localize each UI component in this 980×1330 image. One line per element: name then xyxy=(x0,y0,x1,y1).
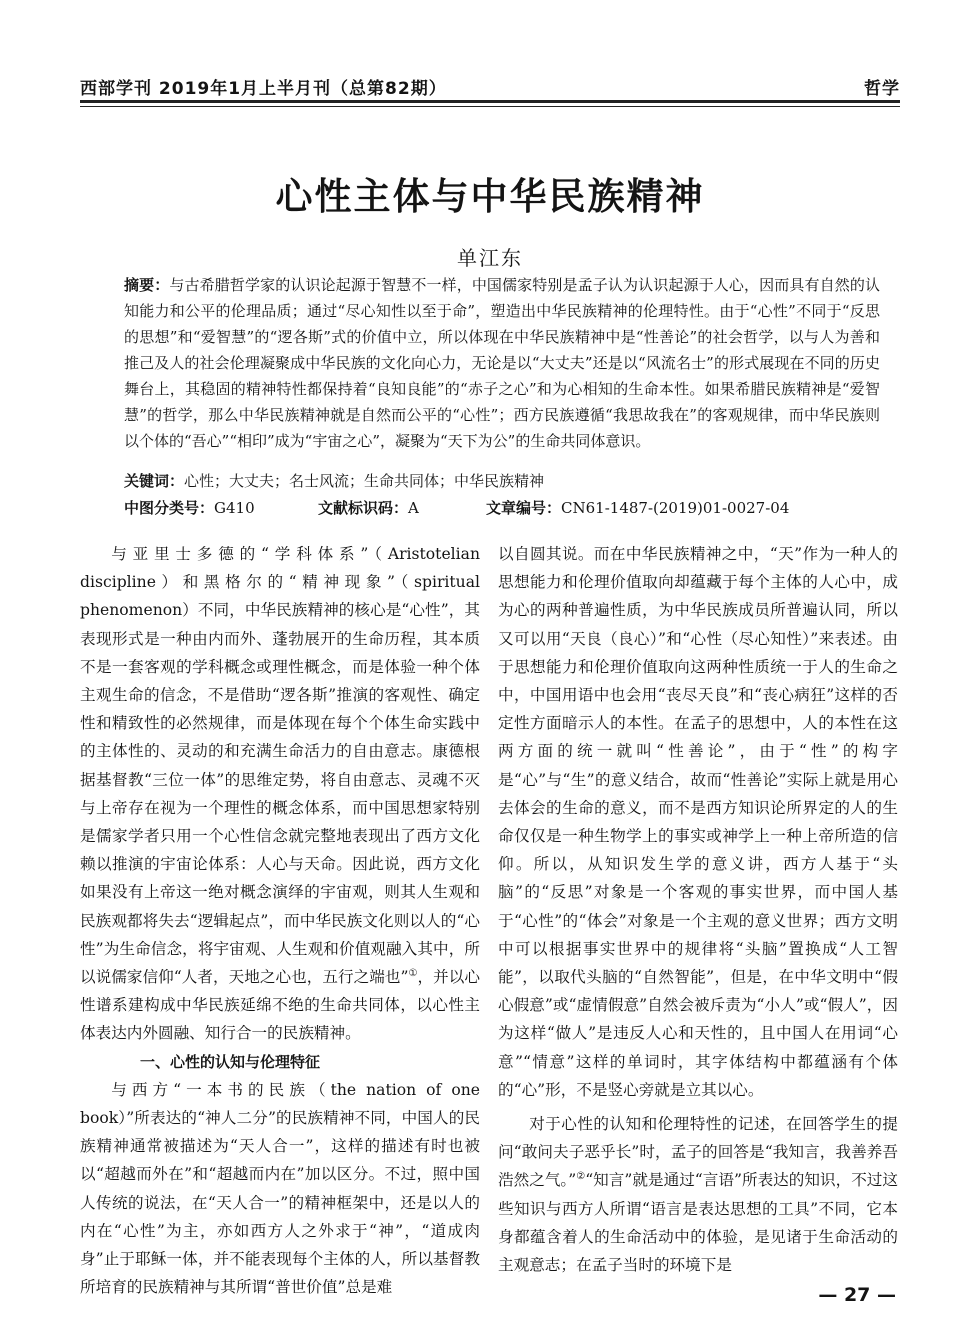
paragraph-text: 对于心性的认知和伦理特性的记述，在回答学生的提问“敢问夫子恶乎长”时，孟子的回答是“我知言，我善养吾浩然之气。” xyxy=(498,1115,898,1190)
keywords-label: 关键词： xyxy=(124,472,185,490)
paragraph-text: “知言”就是通过“言语”所表达的知识，不过这些知识与西方人所谓“语言是表达思想的工具”不同，它本身都蕴含着人的生命活动中的体验，是见诸于生命活动的主观意志；在孟子当时的环境下是 xyxy=(498,1171,899,1275)
journal-info: 西部学刊 2019年1月上半月刊（总第82期） xyxy=(80,79,447,99)
abstract-label: 摘要： xyxy=(124,276,170,294)
paragraph xyxy=(498,1110,898,1279)
doc-code-value: A xyxy=(408,499,419,517)
abstract xyxy=(124,272,880,454)
keywords-text: 心性；大丈夫；名士风流；生命共同体；中华民族精神 xyxy=(184,472,545,490)
classification-line xyxy=(124,496,880,520)
section-label: 哲学 xyxy=(864,79,900,99)
clc-label: 中图分类号： xyxy=(124,499,215,517)
right-column xyxy=(498,540,898,1279)
page-number: — 27 — xyxy=(818,1284,896,1306)
running-header xyxy=(80,74,900,99)
paragraph: 以自圆其说。而在中华民族精神之中，“天”作为一种人的思想能力和伦理价值取向却蕴藏于每个主体的人心中，成为心的两种普遍性质，为中华民族成员所普遍认同，所以又可以用“天良（良心）”和“心性（尽心知性）”来表述。由于思想能力和伦理价值取向这两种性质统一于人的生命之中，中国用语中也会用“丧尽天良”和“丧心病狂”这样的否定性方面暗示人的本性。在孟子的思想中，人的本性在这两方面的统一就叫“性善论”，由于“性”的构字是“心”与“生”的意义结合，故而“性善论”实际上就是用心去体会的生命的意义，而不是西方知识论所界定的人的生命仅仅是一种生物学上的事实或神学上一种上帝所造的信仰。所以，从知识发生学的意义讲，西方人基于“头脑”的“反思”对象是一个客观的事实世界，而中国人基于“心性”的“体会”对象是一个主观的意义世界；西方文明中可以根据事实世界中的规律将“头脑”置换成“人工智能”，以取代头脑的“自然智能”，但是，在中华文明中“假心假意”或“虚情假意”自然会被斥责为“小人”或“假人”，因为这样“做人”是违反人心和天性的，且中国人在用词“心意”“情意”这样的单词时，其字体结构中都蕴涵有个体的“心”形，不是竖心旁就是立其以心。 xyxy=(498,545,898,1099)
article-number-label: 文章编号： xyxy=(486,499,562,517)
article-title: 心性主体与中华民族精神 xyxy=(275,175,705,218)
abstract-text: 与古希腊哲学家的认识论起源于智慧不一样，中国儒家特别是孟子认为认识起源于人心，因而具有自然的认知能力和公平的伦理品质；通过“尽心知性以至于命”，塑造出中华民族精神的伦理特性。由于“心性”不同于“反思的思想”和“爱智慧”的“逻各斯”式的价值中立，所以体现在中华民族精神中是“性善论”的社会哲学，以与人为善和推己及人的社会伦理凝聚成中华民族的文化向心力，无论是以“大丈夫”还是以“风流名士”的形式展现在不同的历史舞台上，其稳固的精神特性都保持着“良知良能”的“赤子之心”和为心相知的生命本性。如果希腊民族精神是“爱智慧”的哲学，那么中华民族精神就是自然而公平的“心性”；西方民族遵循“我思故我在”的客观规律，而中华民族则以个体的“吾心”“相印”成为“宇宙之心”，凝聚为“天下为公”的生命共同体意识。 xyxy=(124,276,880,450)
doc-code-label: 文献标识码： xyxy=(318,499,409,517)
paragraph-text: 与亚里士多德的“学科体系”（Aristotelian discipline）和黑格尔的“精神现象”（spiritual phenomenon）不同，中华民族精神的核心是“心性”，其表现形式是一种由内而外、蓬勃展开的生命历程，其本质不是一套客观的学科概念或理性概念，而是体验一种个体主观生命的信念，不是借助“逻各斯”推演的客观性、确定性和精致性的必然规律，而是体现在每个个体生命实践中的主体性的、灵动的和充满生命活力的自由意志。康德根据基督教“三位一体”的思维定势，将自由意志、灵魂不灭与上帝存在视为一个理性的概念体系，而中国思想家特别是儒家学者只用一个心性信念就完整地表现出了西方文化赖以推演的宇宙论体系：人心与天命。因此说，西方文化如果没有上帝这一绝对概念演绎的宇宙观，则其人生观和民族观都将失去“逻辑起点”，而中华民族文化则以人的“心性”为生命信念，将宇宙观、人生观和价值观融入其中，所以说儒家信仰“人者，天地之心也，五行之端也” xyxy=(80,545,480,987)
left-column xyxy=(80,540,480,1301)
footnote-ref: ② xyxy=(576,1171,586,1183)
footnote-ref: ① xyxy=(408,967,418,979)
keywords xyxy=(124,468,880,494)
article-number-value: CN61-1487-(2019)01-0027-04 xyxy=(561,499,790,517)
paragraph-text: ，并以心性谱系建构成中华民族延绵不绝的生命共同体，以心性主体表达内外圆融、知行合一的民族精神。 xyxy=(80,968,480,1043)
section-heading: 一、心性的认知与伦理特征 xyxy=(140,1052,321,1071)
paragraph: 与西方“一本书的民族（the nation of one book）”所表达的“神人二分”的民族精神不同，中国人的民族精神通常被描述为“天人合一”，这样的描述有时也被以“超越而外在”和“超越而内在”加以区分。不过，照中国人传统的说法，在“天人合一”的精神框架中，还是以人的内在“心性”为主，亦如西方人之外求于“神”，“道成肉身”止于耶稣一体，并不能表现每个主体的人，所以基督教所培育的民族精神与其所谓“普世价值”总是难 xyxy=(80,1080,480,1297)
paragraph xyxy=(80,540,480,1048)
article-author: 单江东 xyxy=(457,246,523,270)
clc-value: G410 xyxy=(214,499,255,517)
header-rule xyxy=(80,100,900,107)
